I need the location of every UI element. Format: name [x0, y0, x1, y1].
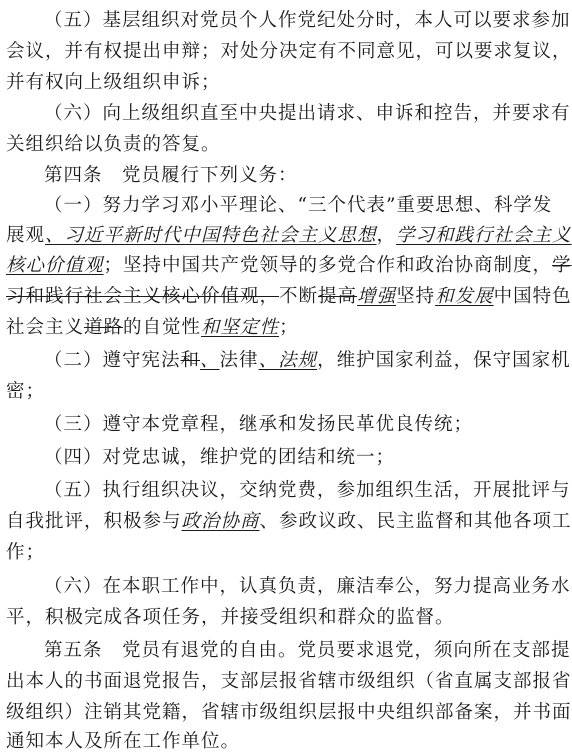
text-line: [6, 6, 571, 35]
text-line: [6, 377, 526, 406]
inserted-text: 、习近平新时代中国特色社会主义思想: [45, 225, 377, 246]
text-segment: 自我批评，积极参与: [6, 511, 182, 532]
text-segment: 社会主义: [6, 317, 85, 338]
text-segment: 第四条 党员履行下列义务：: [44, 165, 298, 186]
text-segment: 作；: [6, 542, 46, 563]
text-line: [6, 410, 526, 439]
text-segment: ，维护国家利益，保守国家机: [317, 350, 571, 371]
inserted-text: 政治协商: [181, 511, 260, 532]
text-line: [6, 313, 526, 342]
inserted-text: 和坚定性: [201, 317, 280, 338]
text-segment: ；: [279, 317, 299, 338]
text-segment: （三）遵守本党章程，继承和发扬民革优良传统；: [44, 414, 474, 435]
deleted-text: 学: [552, 255, 572, 276]
text-line: [6, 507, 572, 536]
text-line: [6, 698, 572, 727]
text-segment: 法律: [219, 350, 259, 371]
text-segment: 、参政议政、民主监督和其他各项工: [259, 511, 572, 532]
text-segment: （五）基层组织对党员个人作党纪处分时，本人可以要求参加: [44, 10, 571, 31]
text-line: [6, 251, 572, 280]
text-line: [6, 667, 572, 696]
text-line: [6, 37, 572, 66]
text-line: [6, 476, 571, 505]
deleted-text: 道路: [84, 317, 124, 338]
text-line: [6, 443, 526, 472]
text-segment: 出本人的书面退党报告，支部层报省辖市级组织（省直属支部报省: [6, 671, 572, 692]
text-segment: （五）执行组织决议，交纳党费，参加组织生活，开展批评与: [44, 480, 571, 501]
inserted-text: 增强: [357, 286, 397, 307]
text-line: [6, 99, 571, 128]
inserted-text: 、法规: [258, 350, 318, 371]
deleted-text: 提高: [318, 286, 358, 307]
text-line: [6, 346, 571, 375]
inserted-text: 核心价值观: [6, 255, 104, 276]
text-segment: 第五条 党员有退党的自由。党员要求退党，须向所在支部提: [44, 640, 571, 661]
text-line: [6, 221, 572, 250]
text-segment: （四）对党忠诚，维护党的团结和统一；: [44, 447, 396, 468]
deleted-text: 习和践行社会主义核心价值观，: [6, 286, 280, 307]
text-line: [6, 191, 553, 220]
text-segment: 通知本人及所在工作单位。: [6, 731, 241, 752]
text-line: [6, 538, 526, 567]
text-segment: 关组织给以负责的答复。: [6, 134, 221, 155]
text-segment: 平，积极完成各项任务，并接受组织和群众的监督。: [6, 607, 455, 628]
text-line: [6, 572, 571, 601]
text-segment: 密；: [6, 381, 46, 402]
text-segment: 展观: [6, 225, 46, 246]
text-line: [6, 161, 526, 190]
inserted-text: 学习和践行社会主义: [396, 225, 572, 246]
text-segment: ，: [376, 225, 397, 246]
text-segment: （一）努力学习邓小平理论、“三个代表”重要思想、科学发: [44, 195, 553, 216]
deleted-text: 和: [180, 350, 201, 371]
text-segment: 并有权向上级组织申诉；: [6, 72, 221, 93]
text-segment: （二）遵守宪法: [44, 350, 181, 371]
text-segment: 级组织）注销其党籍，省辖市级组织层报中央组织部备案，并书面: [6, 702, 572, 723]
text-line: [6, 130, 526, 159]
inserted-text: 和发展: [435, 286, 494, 307]
text-segment: （六）向上级组织直至中央提出请求、申诉和控告，并要求有: [44, 103, 571, 124]
text-segment: ；坚持中国共产党领导的多党合作和政治协商制度，: [103, 255, 553, 276]
text-line: [6, 68, 526, 97]
text-segment: （六）在本职工作中，认真负责，廉洁奉公，努力提高业务水: [44, 576, 571, 597]
text-line: [6, 603, 526, 632]
text-line: [6, 636, 571, 665]
text-segment: 会议，并有权提出申辩；对处分决定有不同意见，可以要求复议，: [6, 41, 572, 62]
text-line: [6, 727, 526, 756]
text-line: [6, 282, 572, 311]
inserted-text: 、: [200, 350, 220, 371]
text-segment: 的自觉性: [123, 317, 202, 338]
text-segment: 坚持: [396, 286, 436, 307]
text-segment: 不断: [279, 286, 319, 307]
text-segment: 中国特色: [493, 286, 572, 307]
